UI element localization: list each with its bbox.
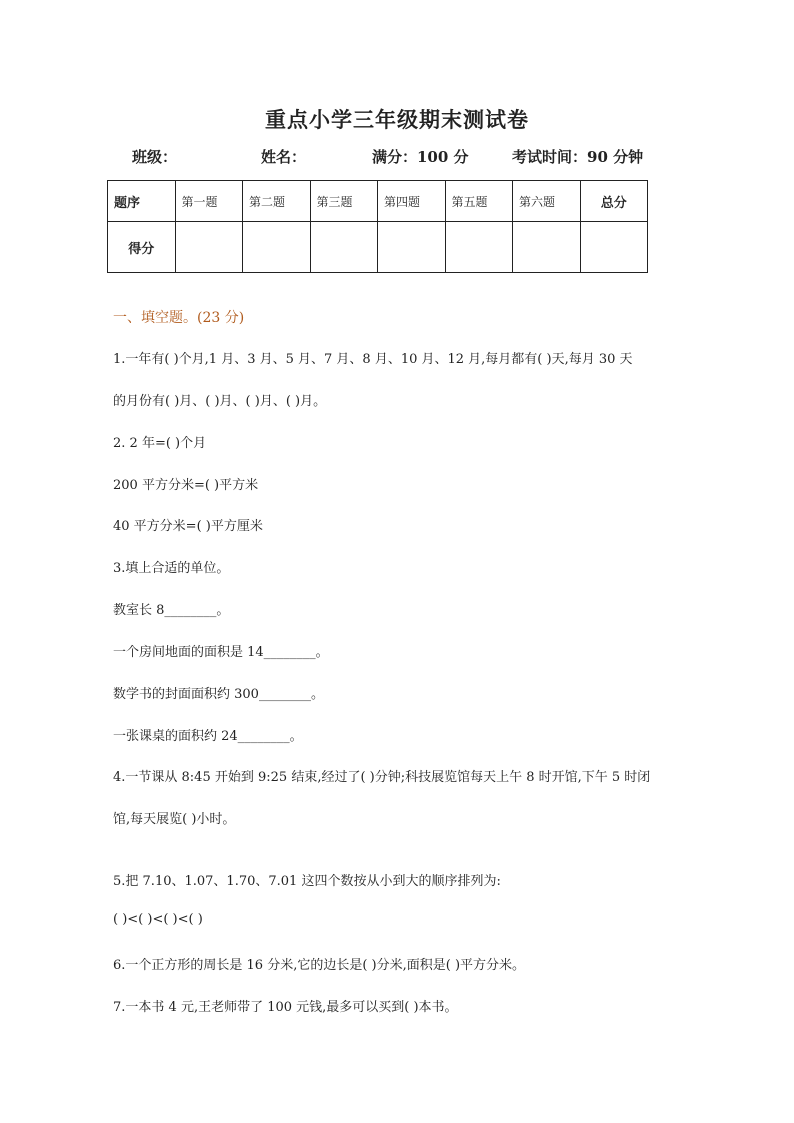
question-line: 200 平方分米=( )平方米 xyxy=(113,478,259,493)
question-line: 的月份有( )月、( )月、( )月、( )月。 xyxy=(113,394,327,409)
question-line: ( )<( )<( )<( ) xyxy=(113,912,203,927)
question-line: 5.把 7.10、1.07、1.70、7.01 这四个数按从小到大的顺序排列为: xyxy=(113,874,501,889)
score-input-cell[interactable] xyxy=(445,222,513,273)
score-table-cell: 第五题 xyxy=(445,181,513,222)
page-title: 重点小学三年级期末测试卷 xyxy=(265,107,529,132)
class-label: 班级： xyxy=(132,148,178,166)
question-line: 7.一本书 4 元,王老师带了 100 元钱,最多可以买到( )本书。 xyxy=(113,1000,458,1015)
score-row-label: 得分 xyxy=(108,222,176,273)
score-table-cell: 第二题 xyxy=(243,181,311,222)
question-line: 教室长 8________。 xyxy=(113,603,230,618)
question-line: 6.一个正方形的周长是 16 分米,它的边长是( )分米,面积是( )平方分米。 xyxy=(113,958,526,973)
question-line: 一张课桌的面积约 24________。 xyxy=(113,729,303,744)
score-table xyxy=(107,180,648,273)
score-input-cell[interactable] xyxy=(310,222,378,273)
score-table-cell: 第三题 xyxy=(310,181,378,222)
score-table-cell: 题序 xyxy=(108,181,176,222)
question-line: 1.一年有( )个月,1 月、3 月、5 月、7 月、8 月、10 月、12 月,每月都有( )天,每月 30 天 xyxy=(113,352,633,367)
score-table-header-row xyxy=(108,181,648,222)
score-table-score-row xyxy=(108,222,648,273)
question-line: 一个房间地面的面积是 14________。 xyxy=(113,645,329,660)
question-line: 馆,每天展览( )小时。 xyxy=(113,812,236,827)
question-line: 数学书的封面面积约 300________。 xyxy=(113,687,324,702)
score-input-cell[interactable] xyxy=(580,222,648,273)
section-title: 一、填空题。(23 分) xyxy=(113,310,245,326)
question-line: 40 平方分米=( )平方厘米 xyxy=(113,519,263,534)
score-table-cell: 第四题 xyxy=(378,181,446,222)
score-input-cell[interactable] xyxy=(378,222,446,273)
score-table-cell: 第六题 xyxy=(513,181,581,222)
score-input-cell[interactable] xyxy=(513,222,581,273)
full-score-label: 满分：100 分 xyxy=(372,148,469,166)
score-table-cell: 第一题 xyxy=(175,181,243,222)
question-line: 2. 2 年=( )个月 xyxy=(113,436,207,451)
score-input-cell[interactable] xyxy=(243,222,311,273)
question-line: 4.一节课从 8:45 开始到 9:25 结束,经过了( )分钟;科技展览馆每天上午 8 时开馆,下午 5 时闭 xyxy=(113,770,651,785)
score-input-cell[interactable] xyxy=(175,222,243,273)
score-table-cell: 总分 xyxy=(580,181,648,222)
name-label: 姓名： xyxy=(261,148,307,166)
question-line: 3.填上合适的单位。 xyxy=(113,561,230,576)
exam-time-label: 考试时间：90 分钟 xyxy=(512,148,644,166)
